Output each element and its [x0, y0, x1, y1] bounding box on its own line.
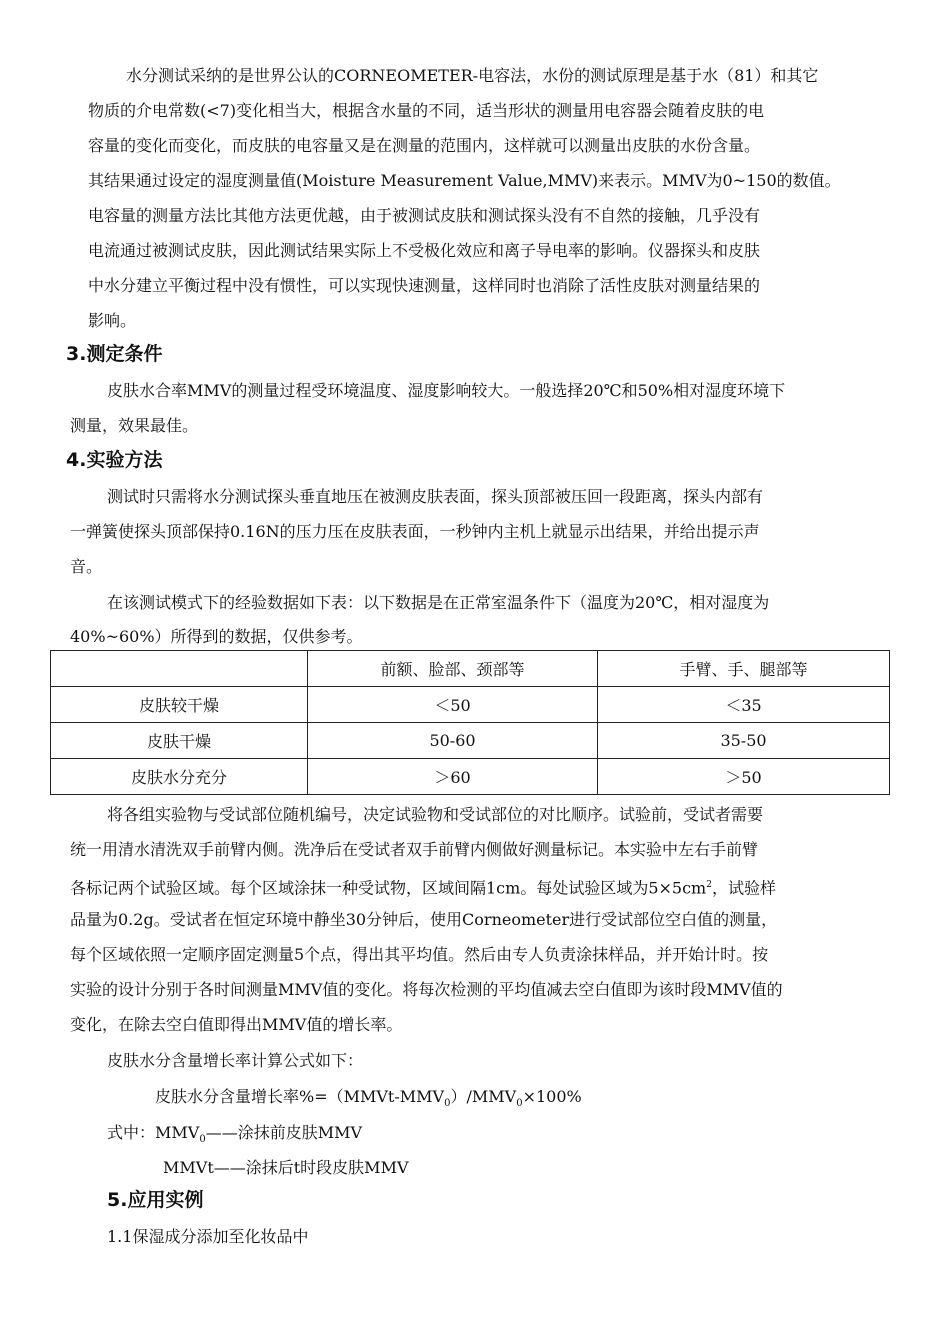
table-header-cell: 手臂、手、腿部等	[598, 651, 890, 687]
procedure-line-3: 各标记两个试验区域。每个区域涂抹一种受试物，区域间隔1cm。每处试验区域为$5\times 5cm^2$，试验样	[70, 878, 776, 898]
section-5-heading: 5.应用实例	[107, 1189, 204, 1211]
intro-line-1: 水分测试采纳的是世界公认的CORNEOMETER-电容法，水份的测试原理是基于水（81）和其它	[126, 66, 819, 85]
table-header-cell	[51, 651, 308, 687]
intro-line-2: 物质的介电常数(<7)变化相当大，根据含水量的不同，适当形状的测量用电容器会随着皮肤的电	[88, 101, 765, 120]
formula-intro: 皮肤水分含量增长率计算公式如下：	[107, 1051, 364, 1070]
section-5-subheading: 1.1保湿成分添加至化妆品中	[107, 1227, 309, 1246]
table-header-cell: 前额、脸部、颈部等	[308, 651, 598, 687]
table-row	[51, 723, 890, 759]
section-3-line-2: 测量，效果最佳。	[70, 416, 199, 435]
reference-line-2: 40%~60%）所得到的数据，仅供参考。	[70, 627, 363, 646]
table-row	[51, 759, 890, 795]
formula-where-2: MMVt——涂抹后t时段皮肤MMV	[163, 1158, 409, 1177]
reference-line-1: 在该测试模式下的经验数据如下表：以下数据是在正常室温条件下（温度为20℃，相对湿度为	[107, 593, 770, 612]
moisture-reference-table	[50, 650, 890, 795]
table-cell: 皮肤干燥	[51, 723, 308, 759]
procedure-line-2: 统一用清水清洗双手前臂内侧。洗净后在受试者双手前臂内侧做好测量标记。本实验中左右手前臂	[70, 840, 759, 859]
method-line-2: 一弹簧使探头顶部保持0.16N的压力压在皮肤表面，一秒钟内主机上就显示出结果，并给出提示声	[70, 522, 760, 541]
table-cell: ＞50	[598, 759, 890, 795]
section-4-heading: 4.实验方法	[66, 449, 163, 471]
growth-rate-formula: 皮肤水分含量增长率$\%=(MMVt-MMV_0)/MMV_0\times 100\%$	[155, 1087, 582, 1110]
intro-line-3: 容量的变化而变化，而皮肤的电容量又是在测量的范围内，这样就可以测量出皮肤的水份含量。	[88, 136, 761, 155]
intro-line-4: 其结果通过设定的湿度测量值(Moisture Measurement Value,MMV)来表示。MMV为0~150的数值。	[88, 171, 841, 190]
procedure-line-6: 实验的设计分别于各时间测量MMV值的变化。将每次检测的平均值减去空白值即为该时段MMV值的	[70, 980, 783, 999]
section-3-line-1: 皮肤水合率MMV的测量过程受环境温度、湿度影响较大。一般选择20℃和50%相对湿度环境下	[107, 381, 786, 400]
method-line-1: 测试时只需将水分测试探头垂直地压在被测皮肤表面，探头顶部被压回一段距离，探头内部有	[107, 487, 764, 506]
table-header-row	[51, 651, 890, 687]
procedure-line-1: 将各组实验物与受试部位随机编号，决定试验物和受试部位的对比顺序。试验前，受试者需要	[107, 805, 764, 824]
procedure-line-5: 每个区域依照一定顺序固定测量5个点，得出其平均值。然后由专人负责涂抹样品，并开始计时。按	[70, 945, 769, 964]
table-cell: 35-50	[598, 723, 890, 759]
table-row	[51, 687, 890, 723]
table-cell: ＜50	[308, 687, 598, 723]
formula-where-1: 式中：$MMV_0——$涂抹前皮肤MMV	[107, 1123, 363, 1146]
intro-line-5: 电容量的测量方法比其他方法更优越，由于被测试皮肤和测试探头没有不自然的接触，几乎没有	[88, 206, 761, 225]
intro-line-8: 影响。	[88, 311, 137, 330]
table-cell: 皮肤水分充分	[51, 759, 308, 795]
procedure-line-7: 变化，在除去空白值即得出MMV值的增长率。	[70, 1015, 403, 1034]
table-cell: ＞60	[308, 759, 598, 795]
intro-line-7: 中水分建立平衡过程中没有惯性，可以实现快速测量，这样同时也消除了活性皮肤对测量结果的	[88, 276, 761, 295]
table-cell: 50-60	[308, 723, 598, 759]
table-cell: 皮肤较干燥	[51, 687, 308, 723]
section-3-heading: 3.测定条件	[66, 343, 163, 365]
intro-line-6: 电流通过被测试皮肤，因此测试结果实际上不受极化效应和离子导电率的影响。仪器探头和皮肤	[88, 241, 761, 260]
procedure-line-4: 品量为0.2g。受试者在恒定环境中静坐30分钟后，使用Corneometer进行受试部位空白值的测量，	[70, 910, 778, 929]
method-line-3: 音。	[70, 557, 103, 576]
table-cell: ＜35	[598, 687, 890, 723]
